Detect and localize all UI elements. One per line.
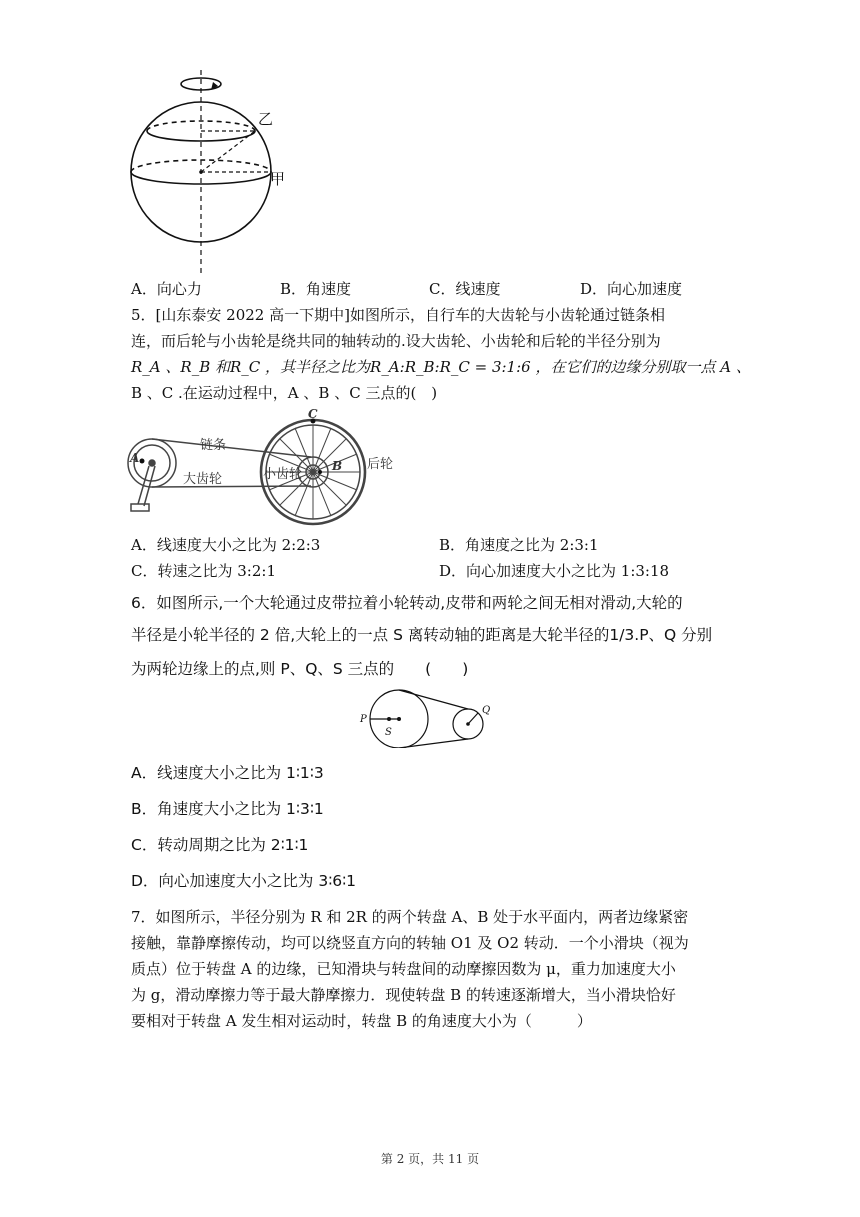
q5-line-4: B 、C .在运动过程中，A 、B 、C 三点的( ) bbox=[131, 384, 438, 402]
q5-line-1: 5．[山东泰安 2022 高一下期中]如图所示，自行车的大齿轮与小齿轮通过链条相 bbox=[131, 306, 665, 324]
bicycle-gear-figure bbox=[120, 404, 410, 529]
label-jia: 甲 bbox=[270, 170, 286, 188]
label-q: Q bbox=[482, 705, 491, 716]
page-footer: 第 2 页，共 11 页 bbox=[380, 1152, 480, 1166]
q4-option-a: A．向心力 bbox=[131, 280, 202, 298]
q6-line-1: 6．如图所示,一个大轮通过皮带拉着小轮转动,皮带和两轮之间无相对滑动,大轮的 bbox=[131, 594, 683, 612]
q7-line-5: 要相对于转盘 A 发生相对运动时，转盘 B 的角速度大小为（ ） bbox=[131, 1012, 592, 1030]
q6-option-a: A．线速度大小之比为 1∶1∶3 bbox=[131, 764, 324, 782]
label-big-gear: 大齿轮 bbox=[183, 472, 223, 487]
label-s: S bbox=[385, 727, 392, 738]
belt-pulley-figure bbox=[355, 688, 505, 748]
q6-line-2: 半径是小轮半径的 2 倍,大轮上的一点 S 离转动轴的距离是大轮半径的1/3.P、Q 分别 bbox=[131, 626, 713, 644]
label-chain: 链条 bbox=[200, 438, 227, 453]
sphere-figure bbox=[120, 68, 300, 276]
label-p: P bbox=[360, 714, 367, 725]
q4-option-c: C．线速度 bbox=[429, 280, 501, 298]
q4-option-d: D．向心加速度 bbox=[580, 280, 683, 298]
q5-option-c: C．转速之比为 3:2:1 bbox=[131, 562, 276, 580]
q6-option-c: C．转动周期之比为 2∶1∶1 bbox=[131, 836, 309, 854]
q4-option-b: B．角速度 bbox=[280, 280, 352, 298]
q7-line-2: 接触，靠静摩擦传动，均可以绕竖直方向的转轴 O1 及 O2 转动．一个小滑块（视为 bbox=[131, 934, 689, 952]
q7-line-4: 为 g，滑动摩擦力等于最大静摩擦力．现使转盘 B 的转速逐渐增大，当小滑块恰好 bbox=[131, 986, 676, 1004]
q6-line-3: 为两轮边缘上的点,则 P、Q、S 三点的 ( ) bbox=[131, 660, 469, 678]
label-small-gear: 小齿轮 bbox=[263, 467, 303, 482]
label-c: C bbox=[308, 407, 318, 421]
label-rear-wheel: 后轮 bbox=[367, 457, 394, 472]
q6-option-d: D．向心加速度大小之比为 3∶6∶1 bbox=[131, 872, 357, 890]
label-yi: 乙 bbox=[258, 110, 274, 128]
q5-line-3: R_A 、R_B 和R_C ，其半径之比为R_A:R_B:R_C = 3:1:6 ，在它们的边缘分别取一点 A 、 bbox=[131, 358, 751, 376]
q5-option-b: B．角速度之比为 2:3:1 bbox=[439, 536, 599, 554]
q7-line-1: 7．如图所示，半径分别为 R 和 2R 的两个转盘 A、B 处于水平面内，两者边缘紧密 bbox=[131, 908, 689, 926]
q5-line-2: 连，而后轮与小齿轮是绕共同的轴转动的.设大齿轮、小齿轮和后轮的半径分别为 bbox=[131, 332, 661, 350]
label-a: A bbox=[130, 451, 140, 465]
q5-option-d: D．向心加速度大小之比为 1:3:18 bbox=[439, 562, 670, 580]
label-b: B bbox=[332, 459, 343, 473]
q5-option-a: A．线速度大小之比为 2:2:3 bbox=[131, 536, 321, 554]
q7-line-3: 质点）位于转盘 A 的边缘，已知滑块与转盘间的动摩擦因数为 μ，重力加速度大小 bbox=[131, 960, 676, 978]
q6-option-b: B．角速度大小之比为 1∶3∶1 bbox=[131, 800, 324, 818]
